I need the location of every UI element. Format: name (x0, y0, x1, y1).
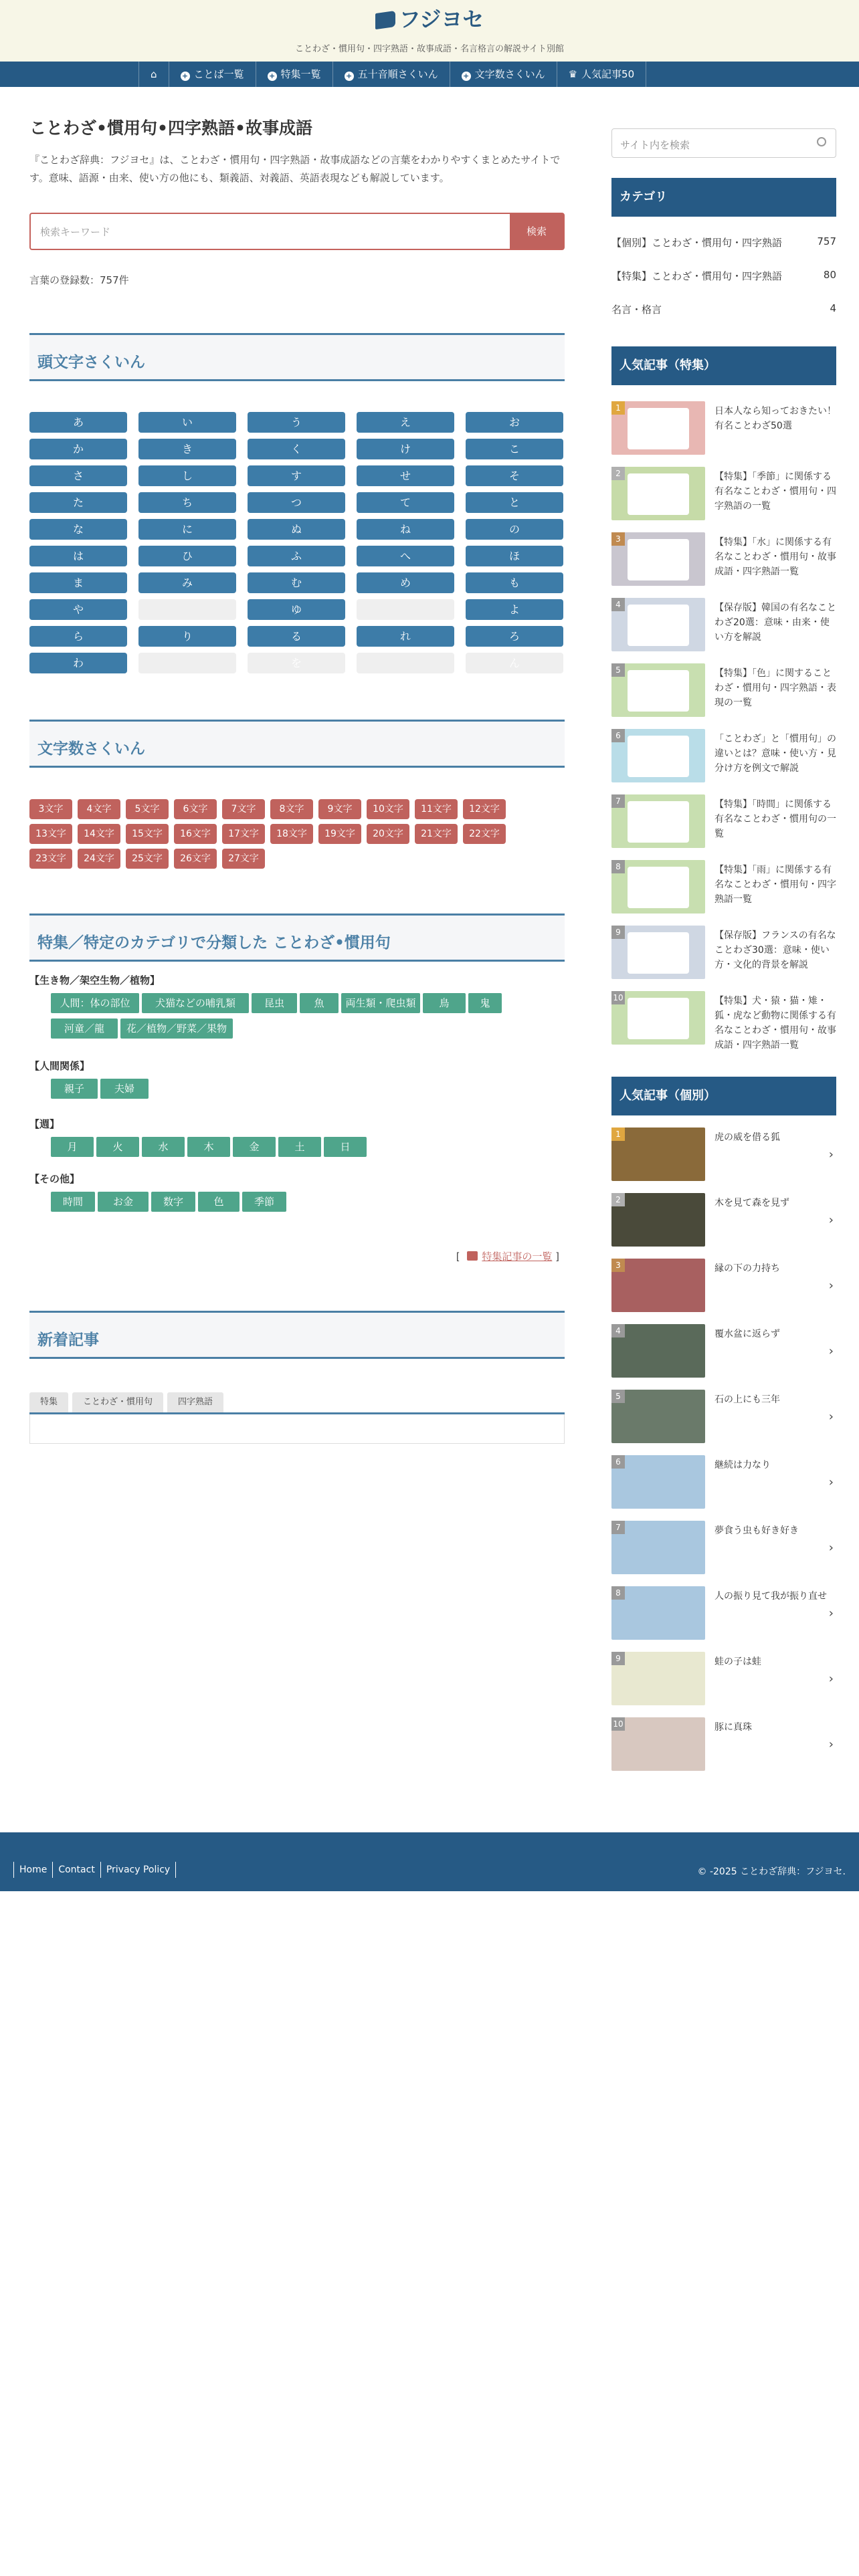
popular-article[interactable] (611, 794, 836, 848)
kana-index-button[interactable]: れ (357, 626, 454, 647)
kana-index-button[interactable]: わ (29, 653, 127, 673)
mojisu-index-heading: 文字数さくいん (29, 720, 565, 768)
kana-index-button[interactable]: も (466, 572, 563, 593)
article-thumbnail[interactable] (611, 401, 705, 455)
kana-index-button[interactable]: を (248, 653, 345, 673)
article-thumbnail[interactable] (611, 1259, 705, 1312)
popular-article[interactable] (611, 1193, 836, 1247)
category-tag[interactable]: 鳥 (423, 993, 466, 1013)
rank-badge: 2 (611, 1193, 625, 1206)
entry-count: 言葉の登録数：757件 (29, 274, 129, 286)
category-tag[interactable]: 親子 (51, 1079, 98, 1099)
group-label: 【生き物／架空生物／植物】 (29, 974, 161, 986)
footer-link-home[interactable]: Home (13, 1862, 53, 1878)
nav-mojisu-index[interactable]: + 文字数さくいん (450, 62, 557, 87)
popular-article[interactable] (611, 860, 836, 914)
popular-article[interactable] (611, 532, 836, 586)
plus-circle-icon: + (345, 72, 354, 81)
search-icon[interactable] (817, 137, 826, 146)
kana-index-button[interactable]: さ (29, 465, 127, 486)
category-tag[interactable]: 犬猫などの哺乳類 (142, 993, 249, 1013)
category-tag[interactable]: 金 (233, 1137, 276, 1157)
plus-circle-icon: + (462, 72, 471, 81)
group-label: 【人間関係】 (29, 1060, 90, 1072)
kana-index-button[interactable]: ゆ (248, 599, 345, 620)
category-tag[interactable]: 河童／龍 (51, 1018, 118, 1039)
book-icon (375, 11, 395, 29)
mojisu-index-button[interactable]: 19文字 (318, 824, 361, 844)
popular-article[interactable] (611, 598, 836, 651)
kana-index-button[interactable]: に (138, 519, 236, 540)
article-title[interactable]: 石の上にも三年 (714, 1394, 780, 1405)
global-nav (0, 62, 859, 87)
site-header (0, 0, 859, 62)
rank-badge: 9 (611, 926, 625, 939)
chevron-right-icon: › (828, 1344, 834, 1358)
thumbnail-card (628, 932, 689, 974)
page-title: ことわざ•慣用句•四字熟語•故事成語 (29, 118, 312, 138)
kana-index-button[interactable]: ち (138, 492, 236, 513)
rank-badge: 8 (611, 860, 625, 873)
category-tag[interactable]: お金 (98, 1192, 149, 1212)
article-thumbnail[interactable] (611, 926, 705, 979)
chevron-right-icon: › (828, 1410, 834, 1424)
mojisu-index-button[interactable]: 9文字 (318, 799, 361, 819)
kana-index-heading: 頭文字さくいん (29, 333, 565, 381)
category-item[interactable]: 名言・格言 4 (611, 302, 836, 316)
mojisu-index-button[interactable]: 3文字 (29, 799, 72, 819)
kana-index-button[interactable]: そ (466, 465, 563, 486)
article-title[interactable]: 「ことわざ」と「慣用句」の違いとは？意味・使い方・見分け方を例文で解説 (714, 734, 836, 774)
group-label: 【週】 (29, 1118, 60, 1130)
kana-index-button[interactable]: ら (29, 626, 127, 647)
kana-index-button[interactable]: た (29, 492, 127, 513)
kana-index-empty (138, 599, 236, 620)
category-tag[interactable]: 木 (187, 1137, 230, 1157)
rank-badge: 1 (611, 1128, 625, 1141)
kana-index-button[interactable]: む (248, 572, 345, 593)
popular-article[interactable] (611, 729, 836, 782)
chevron-right-icon: › (828, 1541, 834, 1555)
mojisu-index-button[interactable]: 5文字 (126, 799, 169, 819)
sidebar-search[interactable] (611, 128, 836, 158)
chevron-right-icon: › (828, 1475, 834, 1489)
category-tag[interactable]: 水 (142, 1137, 185, 1157)
popular-special-heading: 人気記事（特集） (611, 346, 836, 385)
rank-badge: 7 (611, 1521, 625, 1534)
chevron-right-icon: › (828, 1213, 834, 1227)
nav-gojuon-index[interactable]: + 五十音順さくいん (333, 62, 450, 87)
article-thumbnail[interactable] (611, 1193, 705, 1247)
article-title[interactable]: 【特集】犬・猿・猫・雉・狐・虎など動物に関係する有名なことわざ・慣用句・故事成語・四字熟語一覧 (714, 996, 836, 1051)
kana-index-button[interactable]: と (466, 492, 563, 513)
article-title[interactable]: 日本人なら知っておきたい！有名ことわざ50選 (714, 406, 836, 431)
rank-badge: 2 (611, 467, 625, 480)
new-articles-tabs (29, 1392, 227, 1412)
popular-article[interactable] (611, 1586, 836, 1640)
kana-index-button[interactable]: ぬ (248, 519, 345, 540)
kana-index-button[interactable]: け (357, 439, 454, 459)
mojisu-index-button[interactable]: 18文字 (270, 824, 313, 844)
kana-index-empty (138, 653, 236, 673)
article-thumbnail[interactable] (611, 1128, 705, 1181)
list-icon (467, 1251, 478, 1261)
popular-article[interactable] (611, 991, 836, 1051)
article-thumbnail[interactable] (611, 1390, 705, 1443)
rank-badge: 10 (611, 1717, 625, 1731)
category-tag[interactable]: 月 (51, 1137, 94, 1157)
crown-icon: ♛ (568, 68, 578, 80)
article-title[interactable]: 【特集】「色」に関することわざ・慣用句・四字熟語・表現の一覧 (714, 668, 836, 708)
rank-badge: 7 (611, 794, 625, 808)
kana-index-button[interactable]: る (248, 626, 345, 647)
article-title[interactable]: 夢食う虫も好き好き (714, 1525, 799, 1536)
mojisu-index-button[interactable]: 22文字 (463, 824, 506, 844)
category-tag[interactable]: 花／植物／野菜／果物 (120, 1018, 233, 1039)
thumbnail-card (628, 408, 689, 449)
thumbnail-card (628, 867, 689, 908)
kana-index-button[interactable]: み (138, 572, 236, 593)
category-tag[interactable]: 昆虫 (252, 993, 297, 1013)
kana-index-button[interactable]: の (466, 519, 563, 540)
kana-index-button[interactable]: う (248, 412, 345, 433)
nav-special-list[interactable]: + 特集一覧 (256, 62, 333, 87)
popular-article[interactable] (611, 1717, 836, 1771)
mojisu-index-button[interactable]: 27文字 (222, 849, 265, 869)
plus-circle-icon: + (268, 72, 277, 81)
article-title[interactable]: 蛙の子は蛙 (714, 1656, 761, 1667)
mojisu-index-button[interactable]: 24文字 (78, 849, 120, 869)
mojisu-index-button[interactable]: 7文字 (222, 799, 265, 819)
rank-badge: 5 (611, 1390, 625, 1403)
mojisu-index-button[interactable]: 23文字 (29, 849, 72, 869)
category-tag[interactable]: 鬼 (468, 993, 502, 1013)
kana-index-button[interactable]: ま (29, 572, 127, 593)
main-search-form (29, 213, 565, 250)
article-title[interactable]: 【特集】「時間」に関係する有名なことわざ・慣用句の一覧 (714, 799, 836, 839)
category-tag[interactable]: 色 (198, 1192, 240, 1212)
special-articles-link-row: [ 特集記事の一覧 ] (456, 1251, 559, 1263)
mojisu-index-button[interactable]: 10文字 (367, 799, 409, 819)
article-thumbnail[interactable] (611, 1586, 705, 1640)
mojisu-index-button[interactable]: 13文字 (29, 824, 72, 844)
mojisu-index-button[interactable]: 11文字 (415, 799, 458, 819)
popular-article[interactable] (611, 1128, 836, 1181)
mojisu-index-button[interactable]: 12文字 (463, 799, 506, 819)
rank-badge: 8 (611, 1586, 625, 1600)
chevron-right-icon: › (828, 1279, 834, 1293)
kana-index-button[interactable]: ね (357, 519, 454, 540)
rank-badge: 4 (611, 598, 625, 611)
popular-article[interactable] (611, 1259, 836, 1312)
article-title[interactable]: 【保存版】フランスの有名なことわざ30選：意味・使い方・文化的背景を解説 (714, 930, 836, 970)
site-logo[interactable]: フジヨセ (0, 3, 859, 33)
category-tag[interactable]: 夫婦 (100, 1079, 149, 1099)
rank-badge: 6 (611, 729, 625, 742)
tab-yojijukugo[interactable]: 四字熟語 (167, 1392, 223, 1412)
article-title[interactable]: 虎の威を借る狐 (714, 1132, 780, 1143)
popular-article[interactable] (611, 401, 836, 455)
kana-index-button[interactable]: ん (466, 653, 563, 673)
popular-article[interactable] (611, 663, 836, 717)
home-icon: ⌂ (151, 68, 157, 80)
rank-badge: 3 (611, 532, 625, 546)
thumbnail-card (628, 473, 689, 515)
article-thumbnail[interactable] (611, 991, 705, 1045)
category-tag[interactable]: 火 (96, 1137, 139, 1157)
article-thumbnail[interactable] (611, 663, 705, 717)
mojisu-index-button[interactable]: 16文字 (174, 824, 217, 844)
article-title[interactable]: 【特集】「季節」に関係する有名なことわざ・慣用句・四字熟語の一覧 (714, 471, 836, 512)
article-thumbnail[interactable] (611, 467, 705, 520)
intro-text: 『ことわざ辞典：フジヨセ』は、ことわざ・慣用句・四字熟語・故事成語などの言葉をわかりやすくまとめたサイトです。意味、語源・由来、使い方の他にも、類義語、対義語、英語表現なども解説しています。 (29, 154, 561, 184)
thumbnail-card (628, 801, 689, 843)
kana-index-button[interactable]: て (357, 492, 454, 513)
kana-index-button[interactable]: ひ (138, 546, 236, 566)
article-thumbnail[interactable] (611, 794, 705, 848)
group-label: 【その他】 (29, 1173, 80, 1185)
mojisu-index-button[interactable]: 20文字 (367, 824, 409, 844)
kana-index-button[interactable]: せ (357, 465, 454, 486)
kana-index-button[interactable]: ふ (248, 546, 345, 566)
article-title[interactable]: 木を見て森を見ず (714, 1198, 789, 1208)
kana-index-button[interactable]: こ (466, 439, 563, 459)
article-title[interactable]: 【特集】「雨」に関係する有名なことわざ・慣用句・四字熟語一覧 (714, 865, 836, 905)
thumbnail-card (628, 736, 689, 777)
article-thumbnail[interactable] (611, 1455, 705, 1509)
thumbnail-card (628, 605, 689, 646)
popular-article[interactable] (611, 1455, 836, 1509)
popular-article[interactable] (611, 1652, 836, 1705)
tokushu-heading: 特集／特定のカテゴリで分類した ことわざ•慣用句 (29, 914, 565, 962)
special-articles-link[interactable]: 特集記事の一覧 (482, 1251, 553, 1263)
popular-article[interactable] (611, 1390, 836, 1443)
category-item[interactable]: 【個別】ことわざ・慣用句・四字熟語 757 (611, 235, 836, 249)
kana-index-button[interactable]: り (138, 626, 236, 647)
thumbnail-card (628, 670, 689, 712)
article-thumbnail[interactable] (611, 1521, 705, 1574)
mojisu-index-button[interactable]: 14文字 (78, 824, 120, 844)
kana-index-button[interactable]: す (248, 465, 345, 486)
kana-index-button[interactable]: し (138, 465, 236, 486)
article-thumbnail[interactable] (611, 1717, 705, 1771)
category-tag[interactable]: 日 (324, 1137, 367, 1157)
article-title[interactable]: 人の振り見て我が振り直せ (714, 1591, 827, 1602)
mojisu-index-button[interactable]: 21文字 (415, 824, 458, 844)
mojisu-index-button[interactable]: 6文字 (174, 799, 217, 819)
article-thumbnail[interactable] (611, 532, 705, 586)
category-tag[interactable]: 時間 (51, 1192, 95, 1212)
category-tag[interactable]: 魚 (300, 993, 339, 1013)
mojisu-index-button[interactable]: 8文字 (270, 799, 313, 819)
nav-home[interactable] (139, 62, 169, 87)
category-heading: カテゴリ (611, 178, 836, 217)
thumbnail-card (628, 998, 689, 1039)
kana-index-button[interactable]: よ (466, 599, 563, 620)
footer-link-privacy[interactable]: Privacy Policy (100, 1862, 176, 1878)
mojisu-index-button[interactable]: 4文字 (78, 799, 120, 819)
article-thumbnail[interactable] (611, 860, 705, 914)
kana-index-button[interactable]: か (29, 439, 127, 459)
article-title[interactable]: 【保存版】韓国の有名なことわざ20選：意味・由来・使い方を解説 (714, 603, 836, 643)
kana-index-button[interactable]: ほ (466, 546, 563, 566)
article-thumbnail[interactable] (611, 598, 705, 651)
site-footer (0, 1832, 859, 1891)
nav-kotoba-list[interactable]: + ことば一覧 (169, 62, 256, 87)
sidebar-search-input[interactable]: サイト内を検索 (620, 139, 690, 151)
rank-badge: 6 (611, 1455, 625, 1469)
nav-popular-50[interactable]: ♛ 人気記事50 (557, 62, 647, 87)
article-title[interactable]: 縁の下の力持ち (714, 1263, 780, 1274)
rank-badge: 9 (611, 1652, 625, 1665)
mojisu-index-button[interactable]: 15文字 (126, 824, 169, 844)
kana-index-button[interactable]: な (29, 519, 127, 540)
category-tag[interactable]: 両生類・爬虫類 (341, 993, 420, 1013)
kana-index-button[interactable]: え (357, 412, 454, 433)
popular-article[interactable] (611, 467, 836, 520)
rank-badge: 3 (611, 1259, 625, 1272)
search-input[interactable]: 検索キーワード (40, 226, 111, 238)
rank-badge: 5 (611, 663, 625, 677)
kana-index-button[interactable]: く (248, 439, 345, 459)
kana-index-button[interactable]: い (138, 412, 236, 433)
popular-article[interactable] (611, 1324, 836, 1378)
popular-article[interactable] (611, 926, 836, 979)
article-thumbnail[interactable] (611, 729, 705, 782)
kana-index-button[interactable]: へ (357, 546, 454, 566)
search-button[interactable]: 検索 (510, 214, 563, 249)
kana-index-button[interactable]: ろ (466, 626, 563, 647)
site-tagline: ことわざ・慣用句・四字熟語・故事成語・名言格言の解説サイト別館 (294, 44, 565, 54)
article-thumbnail[interactable] (611, 1652, 705, 1705)
new-articles-heading: 新着記事 (29, 1311, 565, 1359)
kana-index-button[interactable]: め (357, 572, 454, 593)
chevron-right-icon: › (828, 1737, 834, 1751)
rank-badge: 4 (611, 1324, 625, 1337)
kana-index-empty (357, 653, 454, 673)
rank-badge: 10 (611, 991, 625, 1004)
article-title[interactable]: 継続は力なり (714, 1460, 771, 1471)
chevron-right-icon: › (828, 1672, 834, 1686)
tab-panel (29, 1414, 565, 1444)
article-thumbnail[interactable] (611, 1324, 705, 1378)
category-tag[interactable]: 土 (278, 1137, 321, 1157)
kana-index-button[interactable]: や (29, 599, 127, 620)
copyright: © -2025 ことわざ辞典：フジヨセ. (697, 1866, 846, 1877)
kana-index-empty (357, 599, 454, 620)
mojisu-index-button[interactable]: 26文字 (174, 849, 217, 869)
kana-index-button[interactable]: あ (29, 412, 127, 433)
rank-badge: 1 (611, 401, 625, 415)
thumbnail-card (628, 539, 689, 580)
popular-article[interactable] (611, 1521, 836, 1574)
mojisu-index-button[interactable]: 17文字 (222, 824, 265, 844)
tab-kotowaza[interactable]: ことわざ・慣用句 (72, 1392, 163, 1412)
footer-links (13, 1862, 175, 1878)
mojisu-index-button[interactable]: 25文字 (126, 849, 169, 869)
category-item[interactable]: 【特集】ことわざ・慣用句・四字熟語 80 (611, 269, 836, 282)
category-tag[interactable]: 人間：体の部位 (51, 993, 139, 1013)
popular-individual-heading: 人気記事（個別） (611, 1077, 836, 1115)
article-title[interactable]: 【特集】「水」に関係する有名なことわざ・慣用句・故事成語・四字熟語一覧 (714, 537, 836, 577)
chevron-right-icon: › (828, 1148, 834, 1162)
kana-index-button[interactable]: は (29, 546, 127, 566)
plus-circle-icon: + (181, 72, 190, 81)
category-tag[interactable]: 季節 (242, 1192, 286, 1212)
kana-index-button[interactable]: お (466, 412, 563, 433)
kana-index-button[interactable]: き (138, 439, 236, 459)
footer-link-contact[interactable]: Contact (52, 1862, 100, 1878)
chevron-right-icon: › (828, 1606, 834, 1620)
kana-index-button[interactable]: つ (248, 492, 345, 513)
category-tag[interactable]: 数字 (151, 1192, 195, 1212)
article-title[interactable]: 覆水盆に返らず (714, 1329, 780, 1339)
article-title[interactable]: 豚に真珠 (714, 1722, 752, 1733)
tab-special[interactable]: 特集 (29, 1392, 68, 1412)
